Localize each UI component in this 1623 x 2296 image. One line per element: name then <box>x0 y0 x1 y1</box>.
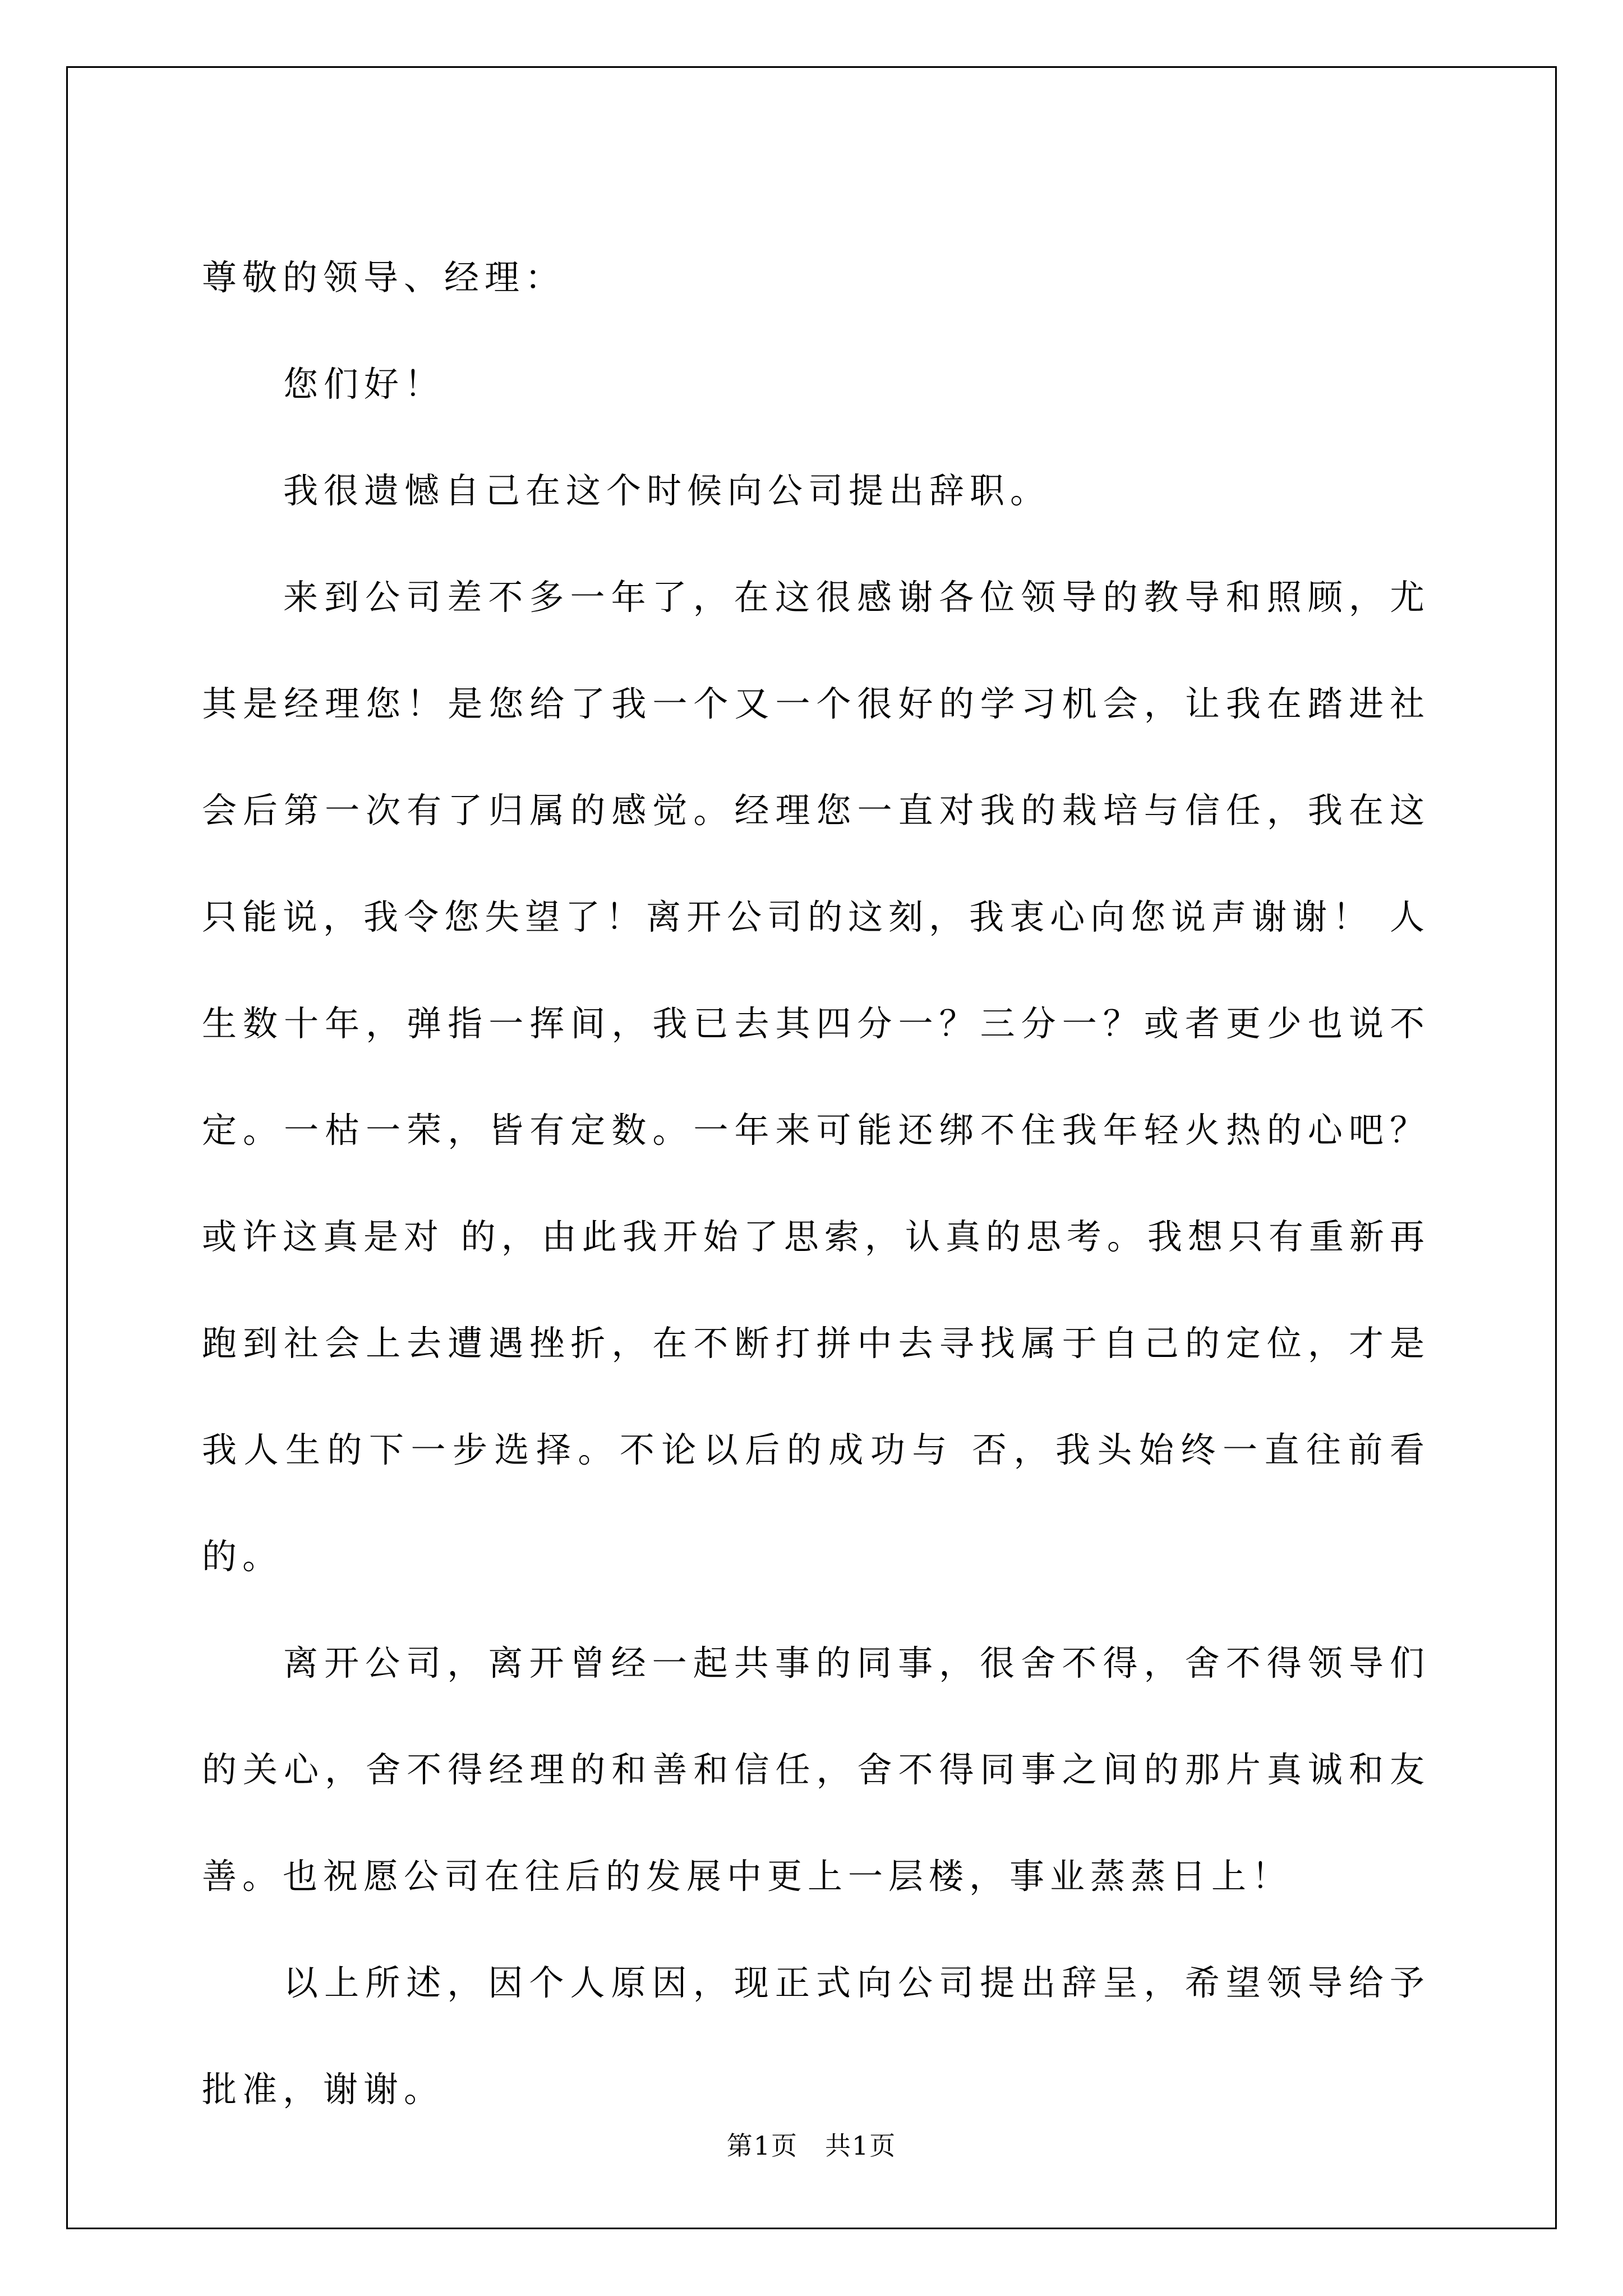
paragraph-thanks: 来到公司差不多一年了，在这很感谢各位领导的教导和照顾，尤其是经理您！是您给了我一个又一个很好的学习机会，让我在踏进社会后第一次有了归属的感觉。经理您一直对我的栽培与信任，我在这只能说，我令您失望了！离开公司的这刻，我衷心向您说声谢谢！ 人生数十年，弹指一挥间，我已去其四分一？三分一？或者更少也说不定。一枯一荣，皆有定数。一年来可能还绑不住我年轻火热的心吧？或许这真是对 的，由此我开始了思索，认真的思考。我想只有重新再跑到社会上去遭遇挫折，在不断打拼中去寻找属于自己的定位，才是我人生的下一步选择。不论以后的成功与 否，我头始终一直往前看的。 <box>202 577 1430 1577</box>
page-number-footer: 第1页 共1页 <box>726 2131 897 2161</box>
paragraph-regret: 我很遗憾自己在这个时候向公司提出辞职。 <box>283 470 1051 511</box>
paragraph-greeting: 您们好！ <box>283 364 445 404</box>
paragraph-request: 以上所述，因个人原因，现正式向公司提出辞呈，希望领导给予批准，谢谢。 <box>202 1962 1430 2110</box>
paragraph-farewell: 离开公司，离开曾经一起共事的同事，很舍不得，舍不得领导们的关心，舍不得经理的和善和信任，舍不得同事之间的那片真诚和友善。也祝愿公司在往后的发展中更上一层楼，事业蒸蒸日上！ <box>202 1642 1430 1897</box>
salutation: 尊敬的领导、经理： <box>202 257 566 298</box>
letter-body <box>202 224 1430 2143</box>
